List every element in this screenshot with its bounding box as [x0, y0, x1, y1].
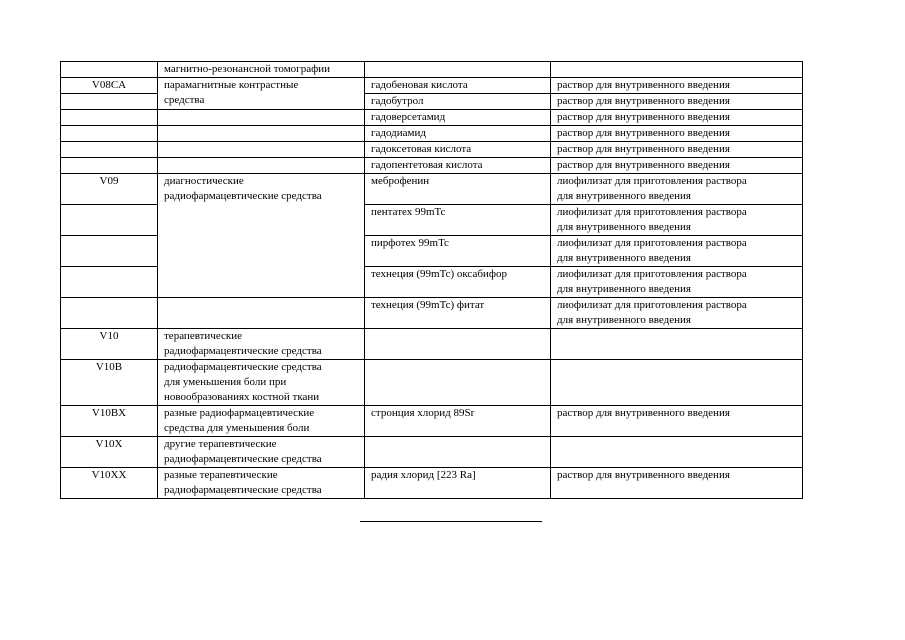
dosage-form-cell: лиофилизат для приготовления раствора для внутривенного введения	[551, 174, 803, 205]
atc-code-cell	[61, 205, 158, 236]
dosage-form-cell: раствор для внутривенного введения	[551, 468, 803, 499]
atc-code-cell	[61, 267, 158, 298]
group-cell: разные радиофармацевтические средства для уменьшения боли	[158, 406, 365, 437]
substance-cell: гадопентетовая кислота	[365, 158, 551, 174]
group-cell	[158, 158, 365, 174]
substance-cell: радия хлорид [223 Ra]	[365, 468, 551, 499]
substance-cell	[365, 62, 551, 78]
dosage-form-cell: лиофилизат для приготовления раствора для внутривенного введения	[551, 205, 803, 236]
group-cell	[158, 298, 365, 329]
group-cell	[158, 126, 365, 142]
table-row	[61, 329, 803, 360]
atc-code-cell: V10BX	[61, 406, 158, 437]
table-row	[61, 126, 803, 142]
substance-cell: гадобеновая кислота	[365, 78, 551, 94]
substance-cell: гадоксетовая кислота	[365, 142, 551, 158]
atc-code-cell: V10B	[61, 360, 158, 406]
atc-code-cell: V08CA	[61, 78, 158, 94]
substance-cell: гадобутрол	[365, 94, 551, 110]
group-cell	[158, 142, 365, 158]
dosage-form-cell: раствор для внутривенного введения	[551, 158, 803, 174]
table-row	[61, 360, 803, 406]
atc-code-cell	[61, 126, 158, 142]
group-cell: терапевтические радиофармацевтические средства	[158, 329, 365, 360]
table-row	[61, 110, 803, 126]
dosage-form-cell	[551, 62, 803, 78]
group-cell: диагностические радиофармацевтические средства	[158, 174, 365, 298]
dosage-form-cell: лиофилизат для приготовления раствора для внутривенного введения	[551, 267, 803, 298]
substance-cell: пентатех 99mTc	[365, 205, 551, 236]
atc-code-cell	[61, 158, 158, 174]
substance-cell: стронция хлорид 89Sr	[365, 406, 551, 437]
dosage-form-cell: раствор для внутривенного введения	[551, 94, 803, 110]
table-row	[61, 78, 803, 94]
substance-cell: технеция (99mTc) оксабифор	[365, 267, 551, 298]
atc-code-cell	[61, 62, 158, 78]
atc-code-cell	[61, 142, 158, 158]
table-row	[61, 437, 803, 468]
group-cell	[158, 110, 365, 126]
substance-cell: гадодиамид	[365, 126, 551, 142]
dosage-form-cell: раствор для внутривенного введения	[551, 126, 803, 142]
dosage-form-cell	[551, 437, 803, 468]
group-cell: разные терапевтические радиофармацевтические средства	[158, 468, 365, 499]
substance-cell: технеция (99mTc) фитат	[365, 298, 551, 329]
atc-code-cell	[61, 298, 158, 329]
atc-code-cell	[61, 236, 158, 267]
substance-cell: гадоверсетамид	[365, 110, 551, 126]
table-row	[61, 142, 803, 158]
group-cell: другие терапевтические радиофармацевтические средства	[158, 437, 365, 468]
atc-code-cell	[61, 94, 158, 110]
dosage-form-cell: раствор для внутривенного введения	[551, 110, 803, 126]
dosage-form-cell	[551, 329, 803, 360]
medication-table	[60, 61, 803, 499]
dosage-form-cell: лиофилизат для приготовления раствора для внутривенного введения	[551, 236, 803, 267]
atc-code-cell: V09	[61, 174, 158, 205]
dosage-form-cell: раствор для внутривенного введения	[551, 406, 803, 437]
table-row	[61, 406, 803, 437]
table-row	[61, 62, 803, 78]
atc-code-cell: V10XX	[61, 468, 158, 499]
substance-cell	[365, 437, 551, 468]
substance-cell: пирфотех 99mTc	[365, 236, 551, 267]
substance-cell	[365, 360, 551, 406]
table-row	[61, 298, 803, 329]
atc-code-cell: V10X	[61, 437, 158, 468]
substance-cell: меброфенин	[365, 174, 551, 205]
table-row	[61, 468, 803, 499]
atc-code-cell: V10	[61, 329, 158, 360]
dosage-form-cell: раствор для внутривенного введения	[551, 142, 803, 158]
substance-cell	[365, 329, 551, 360]
dosage-form-cell: лиофилизат для приготовления раствора для внутривенного введения	[551, 298, 803, 329]
group-cell: магнитно-резонансной томографии	[158, 62, 365, 78]
table-row	[61, 174, 803, 205]
dosage-form-cell	[551, 360, 803, 406]
group-cell: парамагнитные контрастные средства	[158, 78, 365, 110]
table-row	[61, 158, 803, 174]
footer-divider	[360, 521, 542, 522]
dosage-form-cell: раствор для внутривенного введения	[551, 78, 803, 94]
group-cell: радиофармацевтические средства для уменьшения боли при новообразованиях костной ткани	[158, 360, 365, 406]
atc-code-cell	[61, 110, 158, 126]
